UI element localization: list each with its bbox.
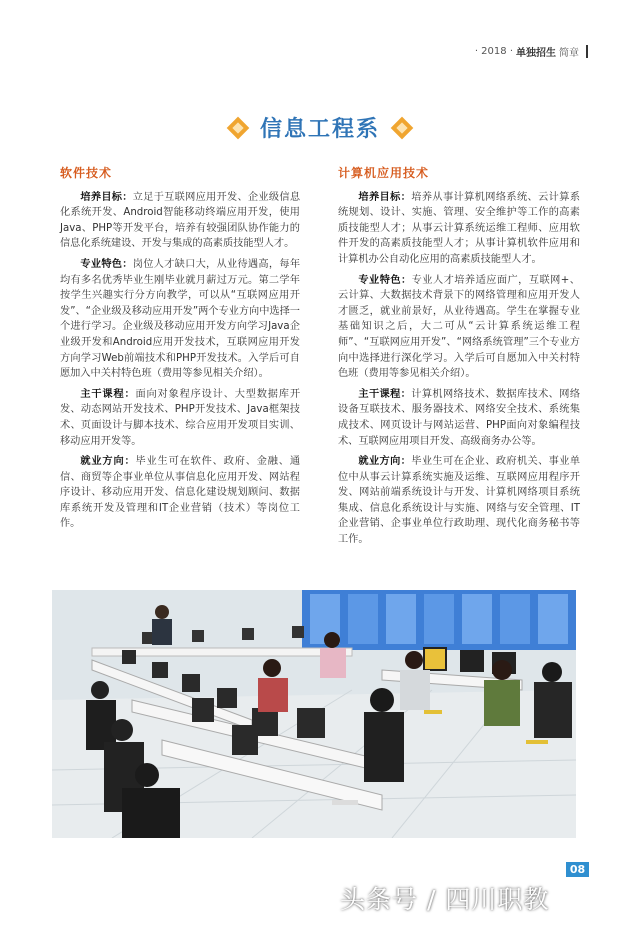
right-column-heading: 计算机应用技术	[338, 166, 430, 180]
left-section-feature	[60, 257, 300, 382]
left-section-goal	[60, 190, 300, 252]
section-label: 就业方向：	[80, 456, 136, 468]
computer-lab-photo	[52, 590, 576, 838]
right-section-goal	[338, 190, 580, 268]
section-label: 主干课程：	[80, 388, 136, 400]
page-number-badge: 08	[566, 862, 589, 877]
section-label: 专业特色：	[80, 258, 133, 270]
section-label: 就业方向：	[358, 456, 412, 468]
left-column-heading: 软件技术	[60, 166, 113, 180]
header-subtitle: 简章	[559, 48, 579, 59]
section-text: 毕业生可在软件、政府、金融、通信、商贸等企事业单位从事信息化应用开发、网站程序设计、移动应用开发、信息化建设规划顾问、数据库系统开发及管理和IT企业营销（技术）等岗位工作。	[60, 456, 301, 530]
header-divider	[586, 45, 588, 58]
section-label: 培养目标：	[80, 191, 133, 203]
section-text: 专业人才培养适应面广，互联网+、云计算、大数据技术背景下的网络管理和应用开发人才匮乏，就业前景好，从业待遇高。学生在掌握专业基础知识之后，大二可从“云计算系统运维工程师”、“互联网应用开发”、“网络系统管理”三个专业方向中选择进行深化学习。入学后可自愿加入中关村特色班（费用等参见相关介绍）。	[338, 274, 580, 380]
section-label: 专业特色：	[358, 274, 412, 286]
title-banner	[0, 112, 640, 143]
left-section-career	[60, 454, 300, 532]
section-text: 计算机网络技术、数据库技术、网络设备互联技术、服务器技术、网络安全技术、系统集成技术、网页设计与网站运营、PHP面向对象编程技术、互联网应用项目开发、高级商务办公等。	[338, 388, 581, 447]
left-section-courses	[60, 387, 300, 449]
section-text: 毕业生可在企业、政府机关、事业单位中从事云计算系统实施及运维、互联网应用程序开发、网站前端系统设计与开发、计算机网络项目系统集成、信息化系统设计与实施、网络与安全管理、IT企业营销、企事业单位行政助理、现代化商务秘书等工作。	[338, 456, 581, 546]
right-section-feature	[338, 273, 580, 382]
section-text: 培养从事计算机网络系统、云计算系统规划、设计、实施、管理、安全维护等工作的高素质技能型人才；从事云计算系统运维工程师、应用软件开发的高素质技能型人才；从事计算机软件应用和计算机办公自动化应用的高素质技能型人才。	[338, 191, 581, 265]
section-text: 面向对象程序设计、大型数据库开发、动态网站开发技术、PHP开发技术、Java框架技术、页面设计与脚本技术、综合应用开发项目实训、移动应用开发等。	[60, 388, 301, 447]
section-label: 培养目标：	[358, 191, 412, 203]
header-title: 单独招生	[516, 48, 556, 59]
watermark-text: 头条号 / 四川职教	[340, 885, 550, 914]
diamond-right-icon	[391, 116, 414, 139]
right-section-courses	[338, 387, 580, 449]
computer-lab-illustration	[52, 590, 576, 838]
diamond-left-icon	[227, 116, 250, 139]
page-header	[475, 44, 588, 59]
section-text: 岗位人才缺口大，从业待遇高，每年均有多名优秀毕业生刚毕业就月薪过万元。第二学年按学生兴趣实行分方向教学，可以从“互联网应用开发”、“企业级及移动应用开发”两个专业方向中选择一个进行学习。企业级及移动应用开发方向学习Java企业级开发和Android应用开发技术，互联网应用开发方向学习Web前端技术和PHP开发技术。入学后可自愿加入中关村特色班（费用等参见相关介绍）。	[60, 258, 301, 380]
section-text: 立足于互联网应用开发、企业级信息化系统开发、Android智能移动终端应用开发，使用Java、PHP等开发平台，培养有较强团队协作能力的信息化系统建设、开发与集成的高素质技能型人才。	[60, 191, 301, 250]
header-year: · 2018 ·	[474, 46, 513, 57]
left-column	[60, 166, 300, 537]
section-label: 主干课程：	[358, 388, 412, 400]
right-column	[338, 166, 580, 553]
right-section-career	[338, 454, 580, 548]
page-title: 信息工程系	[259, 117, 380, 142]
